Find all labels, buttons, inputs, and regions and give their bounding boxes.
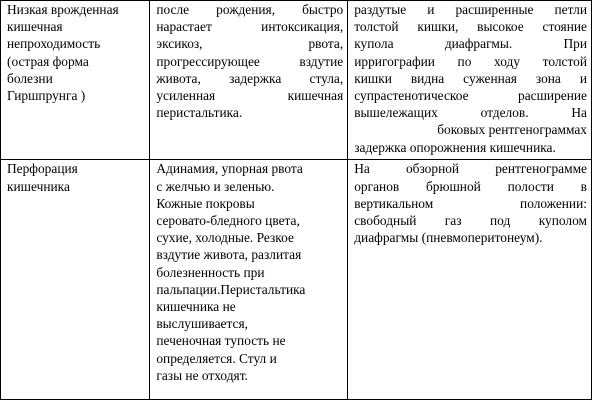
cell-line: кишечника не bbox=[156, 299, 236, 315]
cell-line: газы не отходят. bbox=[156, 367, 248, 383]
cell-line: печеночная тупость не bbox=[156, 333, 286, 349]
cell-line: эксикоз, рвота, bbox=[156, 36, 344, 52]
cell-line: ирригографии по ходу толстой bbox=[354, 53, 587, 69]
cell-line: сухие, холодные. Резкое bbox=[156, 230, 294, 246]
cell-line: задержка опорожнения кишечника. bbox=[354, 139, 556, 155]
cell-line: Низкая врожденная bbox=[7, 2, 119, 17]
cell-line: Кожные покровы bbox=[156, 195, 255, 211]
cell-line: На обзорной рентгенограмме bbox=[354, 161, 587, 177]
disease-cell bbox=[1, 1, 150, 160]
xray-findings-cell bbox=[348, 1, 592, 160]
table-row bbox=[1, 160, 592, 400]
cell-line: супрастенотическое расширение bbox=[354, 88, 587, 104]
cell-line: вертикальном положении: bbox=[354, 195, 587, 211]
cell-line: нарастает интоксикация, bbox=[156, 19, 344, 35]
xray-findings-cell bbox=[348, 160, 592, 400]
cell-line: выслушивается, bbox=[156, 316, 248, 332]
cell-line: боковых рентгенограммах bbox=[437, 122, 587, 138]
cell-line: после рождения, быстро bbox=[156, 2, 344, 17]
cell-line: непроходимость bbox=[7, 36, 101, 52]
cell-line: свободный газ под куполом bbox=[354, 213, 587, 228]
cell-line: Гиршпрунга ) bbox=[7, 88, 86, 104]
cell-line: кишечника bbox=[7, 178, 70, 194]
cell-line: перистальтика. bbox=[156, 105, 243, 121]
cell-line: пальпации.Перистальтика bbox=[156, 281, 306, 297]
cell-line: купола диафрагмы. При bbox=[354, 36, 587, 52]
cell-line: живота, задержка стула, bbox=[156, 70, 344, 86]
cell-line: Перфорация bbox=[7, 161, 78, 177]
clinical-signs-cell bbox=[150, 160, 348, 400]
cell-line: с желчью и зеленью. bbox=[156, 178, 275, 194]
cell-line: органов брюшной полости в bbox=[354, 178, 587, 194]
disease-cell bbox=[1, 160, 150, 400]
cell-line: кишечная bbox=[7, 19, 63, 35]
cell-line: определяется. Стул и bbox=[156, 350, 277, 366]
clinical-signs-cell bbox=[150, 1, 348, 160]
cell-line: (острая форма bbox=[7, 53, 89, 69]
cell-line: раздутые и расширенные петли bbox=[354, 2, 587, 17]
cell-line: прогрессирующее вздутие bbox=[156, 53, 344, 69]
cell-line: Адинамия, упорная рвота bbox=[156, 161, 303, 177]
cell-line: усиленная кишечная bbox=[156, 88, 344, 104]
cell-line: болезни bbox=[7, 70, 53, 86]
cell-line: вздутие живота, разлитая bbox=[156, 247, 302, 263]
cell-line: толстой кишки, высокое стояние bbox=[354, 19, 587, 35]
cell-line: серовато-бледного цвета, bbox=[156, 213, 300, 228]
cell-line: болезненность при bbox=[156, 264, 265, 280]
cell-line: вышележащих отделов. На bbox=[354, 105, 587, 121]
cell-line: диафрагмы (пневмоперитонеум). bbox=[354, 230, 543, 246]
table-row bbox=[1, 1, 592, 160]
cell-line: кишки видна суженная зона и bbox=[354, 70, 587, 86]
